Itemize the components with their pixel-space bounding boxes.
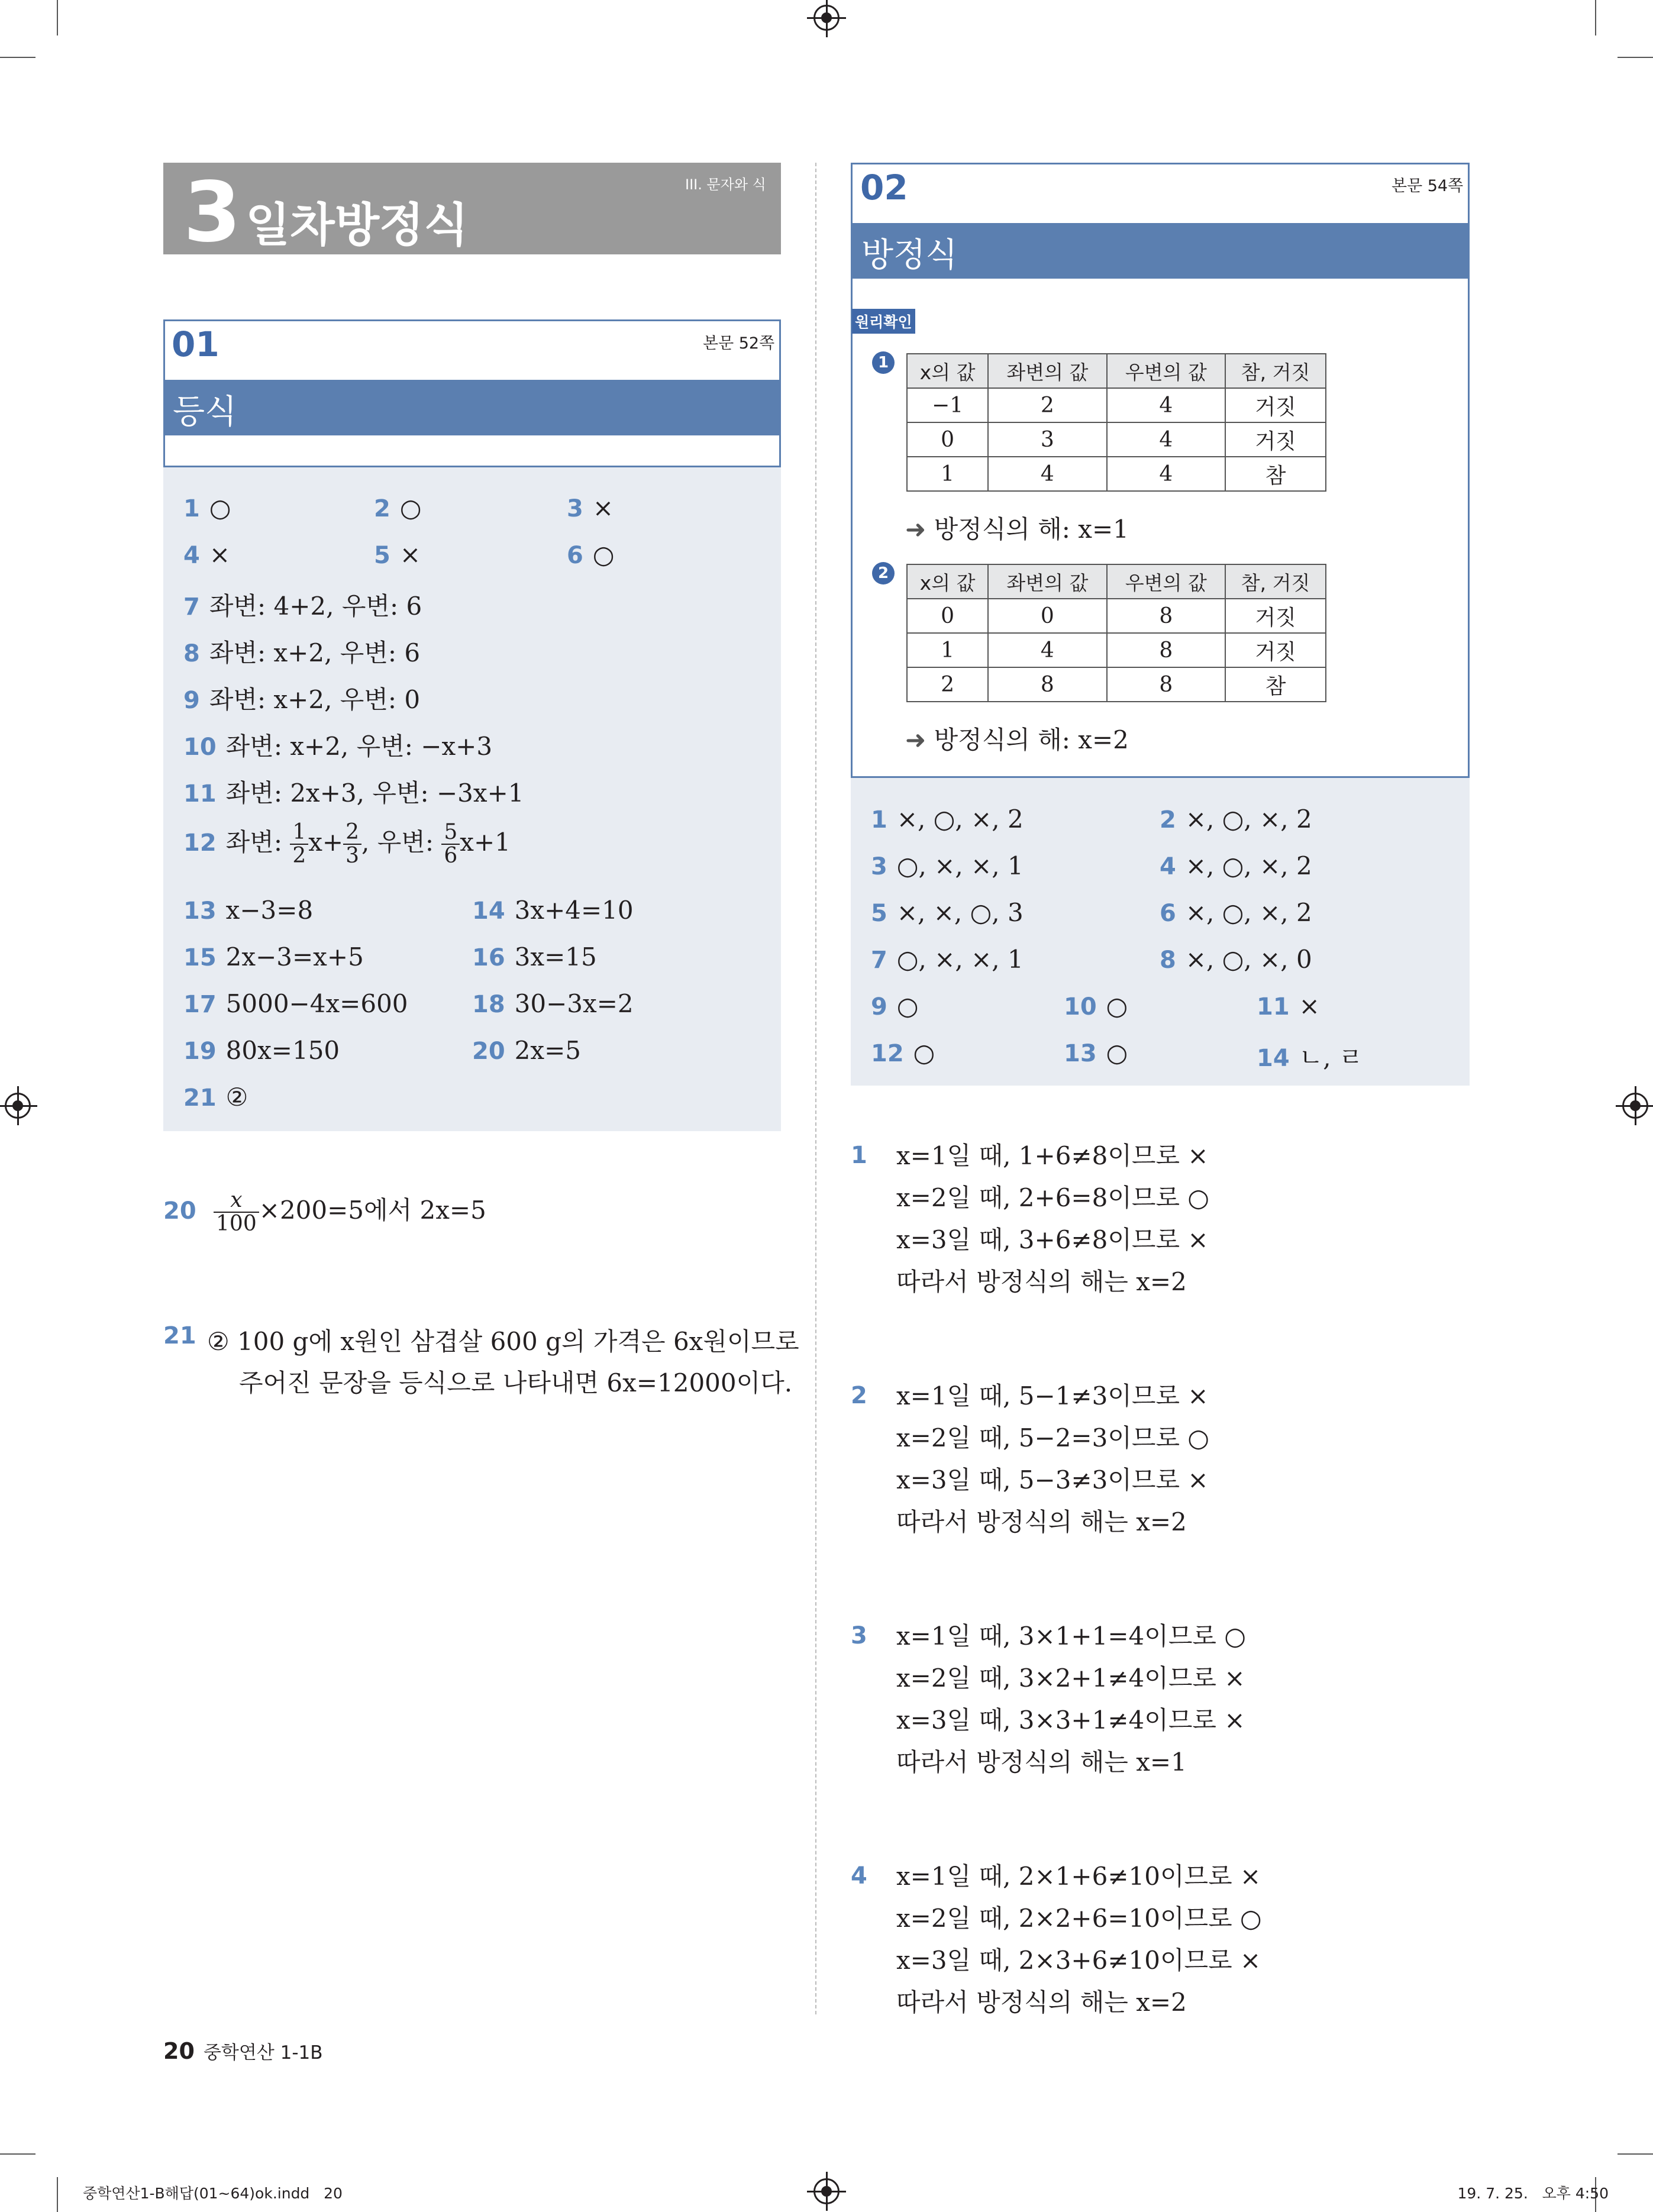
table-cell: 0	[907, 422, 988, 457]
answer-item: 3 ×	[567, 493, 614, 522]
book-title: 중학연산 1-1B	[203, 2042, 323, 2064]
page-reference: 본문 52쪽	[703, 334, 775, 353]
crop-mark	[1618, 57, 1653, 58]
table-header: 좌변의 값	[988, 354, 1106, 388]
answer-item: 14 3x+4=10	[472, 896, 634, 925]
table-row	[907, 457, 1326, 491]
table-header: 참, 거짓	[1225, 564, 1326, 599]
explanation-line: 따라서 방정식의 해는 x=2	[896, 1507, 1187, 1536]
answer-item: 5 ×, ×, ○, 3	[871, 898, 1024, 927]
answer-item: 13 x−3=8	[183, 896, 314, 925]
fraction: $\frac{2}{3}$	[343, 821, 361, 867]
answer-item: 10 ○	[1064, 992, 1128, 1021]
table-row	[907, 388, 1326, 422]
table-cell: 8	[1107, 667, 1225, 702]
registration-mark-icon	[813, 2178, 840, 2204]
crop-mark	[1595, 0, 1596, 35]
answer-item: 3 ○, ×, ×, 1	[871, 851, 1024, 880]
answer-item: 12 좌변: $\frac{1}{2}$ x+ $\frac{2}{3}$ , 우변: $\frac{5}{6}$ x+1	[183, 820, 511, 868]
answer-item: 21 ②	[183, 1083, 248, 1112]
section-title: 등식	[173, 393, 237, 431]
answer-item: 17 5000−4x=600	[183, 989, 408, 1018]
explanation-line: 따라서 방정식의 해는 x=1	[896, 1748, 1187, 1777]
answer-item: 12 ○	[871, 1038, 935, 1067]
explanation-number: 4	[851, 1862, 867, 1890]
truth-table-1	[906, 353, 1326, 492]
fraction: $\frac{x}{100}$	[214, 1189, 259, 1235]
table-header: x의 값	[907, 354, 988, 388]
explanation-number: 3	[851, 1622, 867, 1649]
explanation-line: x=2일 때, 2×2+6=10이므로 ○	[896, 1904, 1262, 1933]
table-header: 우변의 값	[1107, 354, 1225, 388]
registration-mark-icon	[1622, 1093, 1648, 1119]
arrow-right-icon: ➜	[905, 515, 926, 544]
explanation-line: 주어진 문장을 등식으로 나타내면 6x=12000이다.	[239, 1368, 793, 1397]
table-row	[907, 422, 1326, 457]
answer-item: 16 3x=15	[472, 942, 597, 971]
fraction: $\frac{5}{6}$	[441, 821, 460, 867]
answer-item: 10 좌변: x+2, 우변: −x+3	[183, 732, 493, 761]
table-cell: 4	[988, 633, 1106, 667]
explanation-line: x=3일 때, 3+6≠8이므로 ×	[896, 1225, 1209, 1254]
answer-item: 11 좌변: 2x+3, 우변: −3x+1	[183, 779, 524, 808]
table-header: 참, 거짓	[1225, 354, 1326, 388]
table-cell: 거짓	[1225, 599, 1326, 633]
section-number: 02	[860, 167, 908, 208]
table-header: 우변의 값	[1107, 564, 1225, 599]
explanation-line: x=1일 때, 3×1+1=4이므로 ○	[896, 1622, 1246, 1651]
answer-item: 9 좌변: x+2, 우변: 0	[183, 685, 421, 714]
table-cell: 참	[1225, 457, 1326, 491]
table-row	[907, 667, 1326, 702]
explanation-line: x=3일 때, 3×3+1≠4이므로 ×	[896, 1706, 1245, 1735]
answer-item: 8 좌변: x+2, 우변: 6	[183, 638, 421, 667]
answer-item: 20 2x=5	[472, 1036, 581, 1065]
crop-mark	[0, 2153, 35, 2155]
answer-item: 4 ×, ○, ×, 2	[1160, 851, 1312, 880]
explanation-1	[896, 1135, 1209, 1303]
explanation-2	[896, 1375, 1209, 1543]
crop-mark	[57, 2177, 58, 2212]
table-cell: 1	[907, 633, 988, 667]
table-cell: 2	[988, 388, 1106, 422]
answer-item: 18 30−3x=2	[472, 989, 634, 1018]
table-cell: 8	[1107, 599, 1225, 633]
page-footer	[163, 2037, 323, 2064]
answer-item: 11 ×	[1257, 992, 1320, 1021]
answer-item: 1 ×, ○, ×, 2	[871, 805, 1024, 834]
answer-item: 5 ×	[374, 540, 421, 569]
chapter-title: 일차방정식	[246, 199, 469, 252]
crop-mark	[1618, 2153, 1653, 2155]
answer-item: 4 ×	[183, 540, 231, 569]
answer-item: 1 ○	[183, 493, 231, 522]
explanation-line: 따라서 방정식의 해는 x=2	[896, 1988, 1187, 2017]
truth-table-2	[906, 564, 1326, 702]
answer-item: 9 ○	[871, 992, 919, 1021]
page-reference: 본문 54쪽	[1392, 177, 1464, 195]
table-row	[907, 599, 1326, 633]
registration-mark-icon	[813, 5, 840, 31]
table-cell: 거짓	[1225, 633, 1326, 667]
chapter-number: 3	[183, 164, 241, 261]
table-cell: 4	[1107, 388, 1225, 422]
table-cell: 0	[907, 599, 988, 633]
registration-mark-icon	[5, 1093, 31, 1119]
print-slug-file: 중학연산1-B해답(01~64)ok.indd 20	[83, 2185, 343, 2202]
fraction: $\frac{1}{2}$	[290, 821, 308, 867]
section-title: 방정식	[861, 236, 958, 275]
answer-item: 6 ○	[567, 540, 615, 569]
table-cell: −1	[907, 388, 988, 422]
number-marker-1: 1	[872, 351, 895, 374]
table-cell: 4	[988, 457, 1106, 491]
explanation-4	[896, 1855, 1262, 2023]
table-cell: 거짓	[1225, 388, 1326, 422]
arrow-right-icon: ➜	[905, 725, 926, 754]
explanation-line: x=2일 때, 5−2=3이므로 ○	[896, 1423, 1210, 1452]
explanation-line: x=3일 때, 5−3≠3이므로 ×	[896, 1465, 1209, 1494]
number-marker-2: 2	[872, 562, 895, 585]
answer-item: 8 ×, ○, ×, 0	[1160, 945, 1312, 974]
answer-item: 7 좌변: 4+2, 우변: 6	[183, 592, 422, 621]
table-cell: 2	[907, 667, 988, 702]
column-divider	[815, 163, 816, 2014]
explanation-line: x=3일 때, 2×3+6≠10이므로 ×	[896, 1946, 1261, 1975]
table-cell: 4	[1107, 422, 1225, 457]
table-cell: 8	[1107, 633, 1225, 667]
explanation-number: 1	[851, 1142, 867, 1169]
table-header: x의 값	[907, 564, 988, 599]
answer-item: 2 ×, ○, ×, 2	[1160, 805, 1312, 834]
table-row	[907, 633, 1326, 667]
answer-item: 7 ○, ×, ×, 1	[871, 945, 1024, 974]
table-cell: 4	[1107, 457, 1225, 491]
crop-mark	[57, 0, 58, 35]
principle-check-badge: 원리확인	[852, 309, 915, 334]
table-cell: 8	[988, 667, 1106, 702]
solution-result: ➜ 방정식의 해: x=2	[905, 725, 1129, 754]
answer-item: 14 ㄴ, ㄹ	[1257, 1043, 1363, 1072]
chapter-subtitle: III. 문자와 식	[685, 176, 766, 193]
explanation-line: x=1일 때, 5−1≠3이므로 ×	[896, 1381, 1209, 1410]
table-cell: 1	[907, 457, 988, 491]
table-cell: 거짓	[1225, 422, 1326, 457]
section-number: 01	[172, 324, 219, 364]
explanation-line: 따라서 방정식의 해는 x=2	[896, 1267, 1187, 1296]
crop-mark	[0, 57, 35, 58]
explanation-line: ② 100 g에 x원인 삼겹살 600 g의 가격은 6x원이므로	[207, 1327, 799, 1356]
explanation-3	[896, 1615, 1246, 1783]
answer-item: 19 80x=150	[183, 1036, 340, 1065]
explanation-21: 21	[163, 1322, 196, 1349]
solution-result: ➜ 방정식의 해: x=1	[905, 515, 1129, 544]
explanation-line: x=2일 때, 3×2+1≠4이므로 ×	[896, 1664, 1245, 1693]
answer-item: 13 ○	[1064, 1038, 1128, 1067]
explanation-number: 2	[851, 1382, 867, 1409]
explanation-line: x=2일 때, 2+6=8이므로 ○	[896, 1183, 1210, 1212]
table-cell: 3	[988, 422, 1106, 457]
print-slug-date: 19. 7. 25. 오후 4:50	[1457, 2185, 1609, 2202]
table-cell: 0	[988, 599, 1106, 633]
section-title-bar	[163, 380, 781, 435]
explanation-line: x=1일 때, 2×1+6≠10이므로 ×	[896, 1862, 1261, 1891]
table-header: 좌변의 값	[988, 564, 1106, 599]
answer-item: 6 ×, ○, ×, 2	[1160, 898, 1312, 927]
table-cell: 참	[1225, 667, 1326, 702]
explanation-line: x=1일 때, 1+6≠8이므로 ×	[896, 1141, 1209, 1170]
answer-item: 15 2x−3=x+5	[183, 942, 364, 971]
page-number: 20	[163, 2038, 195, 2064]
explanation-20: 20 $\frac{x}{100}$ ×200=5에서 2x=5	[163, 1188, 486, 1236]
answer-item: 2 ○	[374, 493, 422, 522]
